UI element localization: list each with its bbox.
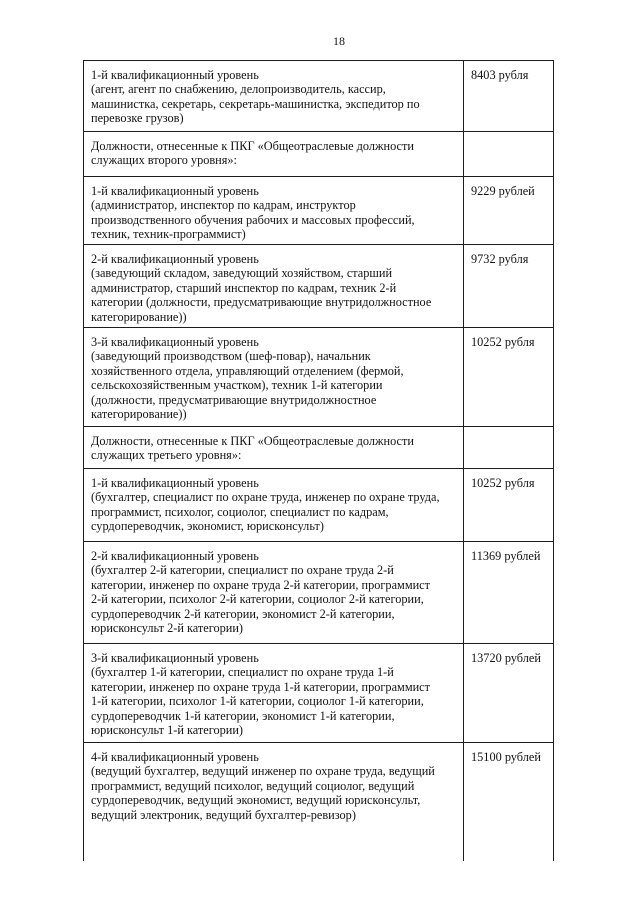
salary-cell: 10252 рубля [464,469,554,542]
salary-table [83,60,554,861]
salary-cell: 15100 рублей [464,743,554,861]
position-cell: 3-й квалификационный уровень (бухгалтер 1-й категории, специалист по охране труда 1-й категории, инженер по охране труда 1-й категории, программист 1-й категории, психолог 1-й категории, социолог 1-й категории, сурдопереводчик 1-й категории, экономист 1-й категории, юрисконсульт 1-й категории) [84,644,464,743]
page-number: 18 [333,34,345,48]
position-cell: 1-й квалификационный уровень (бухгалтер, специалист по охране труда, инженер по охране труда, программист, психолог, социолог, специалист по кадрам, сурдопереводчик, экономист, юрисконсульт) [84,469,464,542]
table-row [84,542,554,644]
table-row-group-heading [84,132,554,177]
table-row [84,61,554,132]
group-heading-cell: Должности, отнесенные к ПКГ «Общеотраслевые должности служащих третьего уровня»: [84,427,464,469]
position-cell: 4-й квалификационный уровень (ведущий бухгалтер, ведущий инженер по охране труда, ведущий программист, ведущий психолог, ведущий социолог, ведущий сурдопереводчик, ведущий экономист, ведущий юрисконсульт, ведущий электроник, ведущий бухгалтер-ревизор) [84,743,464,861]
salary-cell: 10252 рубля [464,328,554,427]
position-cell: 2-й квалификационный уровень (бухгалтер 2-й категории, специалист по охране труда 2-й категории, инженер по охране труда 2-й категории, программист 2-й категории, психолог 2-й категории, социолог 2-й категории, сурдопереводчик 2-й категории, экономист 2-й категории, юрисконсульт 2-й категории) [84,542,464,644]
table-row-group-heading [84,427,554,469]
salary-cell: 9732 рубля [464,245,554,328]
group-heading-cell: Должности, отнесенные к ПКГ «Общеотраслевые должности служащих второго уровня»: [84,132,464,177]
position-cell: 1-й квалификационный уровень (агент, агент по снабжению, делопроизводитель, кассир, машинистка, секретарь, секретарь-машинистка, экспедитор по перевозке грузов) [84,61,464,132]
table-row [84,469,554,542]
table-row [84,644,554,743]
salary-cell [464,132,554,177]
salary-cell: 8403 рубля [464,61,554,132]
table-row [84,328,554,427]
position-cell: 1-й квалификационный уровень (администратор, инспектор по кадрам, инструктор производственного обучения рабочих и массовых профессий, техник, техник-программист) [84,177,464,245]
table-row [84,177,554,245]
table-row [84,743,554,861]
salary-cell: 9229 рублей [464,177,554,245]
salary-cell: 11369 рублей [464,542,554,644]
position-cell: 2-й квалификационный уровень (заведующий складом, заведующий хозяйством, старший администратор, старший инспектор по кадрам, техник 2-й категории (должности, предусматривающие внутридолжностное категорирование)) [84,245,464,328]
position-cell: 3-й квалификационный уровень (заведующий производством (шеф-повар), начальник хозяйственного отдела, управляющий отделением (фермой, сельскохозяйственным участком), техник 1-й категории (должности, предусматривающие внутридолжностное категорирование)) [84,328,464,427]
salary-cell: 13720 рублей [464,644,554,743]
table-row [84,245,554,328]
salary-cell [464,427,554,469]
